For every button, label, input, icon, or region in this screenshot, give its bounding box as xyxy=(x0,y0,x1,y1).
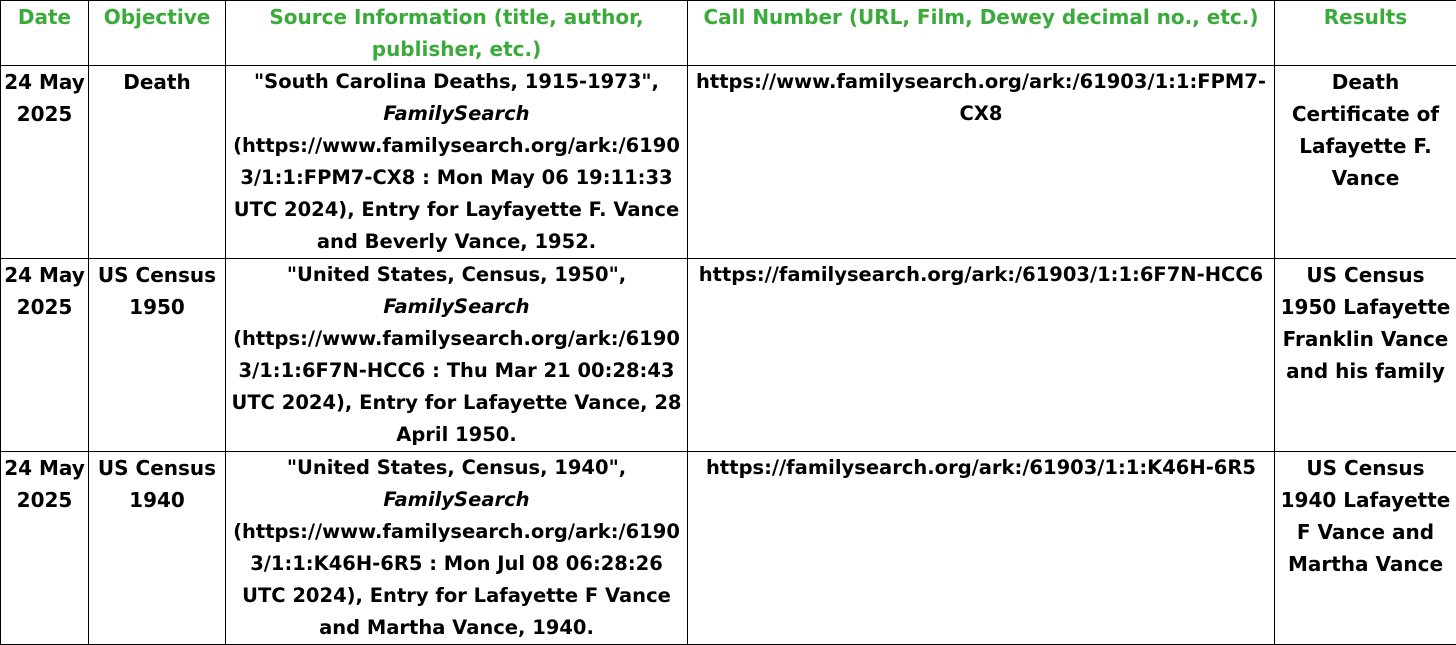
source-cell xyxy=(226,259,688,452)
header-source: Source Information (title, author, publisher, etc.) xyxy=(226,1,688,66)
call-number-cell: https://www.familysearch.org/ark:/61903/1:1:FPM7-CX8 xyxy=(688,66,1275,259)
objective-cell: Death xyxy=(89,66,226,259)
results-cell: US Census 1940 Lafayette F Vance and Martha Vance xyxy=(1275,452,1456,645)
date-cell: 24 May 2025 xyxy=(1,259,89,452)
call-number-cell: https://familysearch.org/ark:/61903/1:1:K46H-6R5 xyxy=(688,452,1275,645)
results-cell: Death Certificate of Lafayette F. Vance xyxy=(1275,66,1456,259)
source-title: "United States, Census, 1940", xyxy=(286,456,627,479)
header-call-number: Call Number (URL, Film, Dewey decimal no., etc.) xyxy=(688,1,1275,66)
header-results: Results xyxy=(1275,1,1456,66)
header-row xyxy=(1,1,1456,66)
source-details: (https://www.familysearch.org/ark:/61903/1:1:K46H-6R5 : Mon Jul 08 06:28:26 UTC 2024), Entry for Lafayette F Vance and Martha Vance, 1940. xyxy=(233,520,680,639)
header-date: Date xyxy=(1,1,89,66)
source-title: "United States, Census, 1950", xyxy=(286,263,627,286)
results-cell: US Census 1950 Lafayette Franklin Vance and his family xyxy=(1275,259,1456,452)
objective-cell: US Census 1950 xyxy=(89,259,226,452)
source-cell xyxy=(226,66,688,259)
source-site: FamilySearch xyxy=(383,488,530,511)
source-site: FamilySearch xyxy=(383,295,530,318)
source-details: (https://www.familysearch.org/ark:/61903/1:1:FPM7-CX8 : Mon May 06 19:11:33 UTC 2024), Entry for Layfayette F. Vance and Beverly Vance, 1952. xyxy=(233,134,680,253)
source-cell xyxy=(226,452,688,645)
table-row xyxy=(1,452,1456,645)
table-row xyxy=(1,259,1456,452)
date-cell: 24 May 2025 xyxy=(1,452,89,645)
source-details: (https://www.familysearch.org/ark:/61903/1:1:6F7N-HCC6 : Thu Mar 21 00:28:43 UTC 2024), Entry for Lafayette Vance, 28 April 1950. xyxy=(231,327,682,446)
header-objective: Objective xyxy=(89,1,226,66)
table-row xyxy=(1,66,1456,259)
source-title: "South Carolina Deaths, 1915-1973", xyxy=(254,70,659,93)
source-site: FamilySearch xyxy=(383,102,530,125)
call-number-cell: https://familysearch.org/ark:/61903/1:1:6F7N-HCC6 xyxy=(688,259,1275,452)
objective-cell: US Census 1940 xyxy=(89,452,226,645)
date-cell: 24 May 2025 xyxy=(1,66,89,259)
